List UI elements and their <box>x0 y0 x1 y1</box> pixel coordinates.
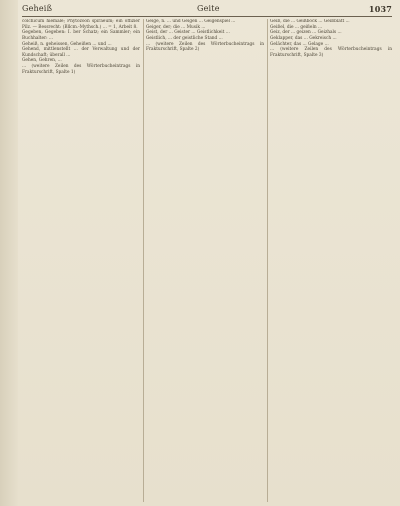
header-left-catchword: Geheiß <box>22 4 53 13</box>
dictionary-entry: ... (weitere Zeilen des Wörterbucheintrags in Frakturschrift, Spalte 3) <box>270 47 392 58</box>
text-column-1 <box>22 19 140 502</box>
text-column-2 <box>146 19 264 502</box>
dictionary-entry: Gelächter, das ... Gelage ... <box>270 41 329 47</box>
dictionary-entry: Geiß, die ... Geißbock ... Geißblatt ... <box>270 19 350 24</box>
dictionary-entry: Geiger, der; die ... Musik ... <box>146 24 206 30</box>
dictionary-entry: Geist, der ... Geister ... Geistlichkeit ... <box>146 30 230 36</box>
dictionary-entry: colchicum hiemale; Phytozoon spiraeum; ein offizier Pilz. — Bessrecht: (Bllcm.-Mythsch.) ... = 1, Arbeit 8. <box>22 19 140 30</box>
dictionary-entry: Geige, n. ... und Geigen ... Geigenspiel ... <box>146 19 236 24</box>
dictionary-entry: Geißel, die ... geißeln ... <box>270 24 323 30</box>
dictionary-entry: Geheiß, n. geheissen, Geheißen ... und ... <box>22 41 112 47</box>
dictionary-entry: ... (weitere Zeilen des Wörterbucheintrags in Frakturschrift, Spalte 1) <box>22 64 140 75</box>
header-center-catchword: Geite <box>197 4 220 13</box>
dictionary-entry: Geklapper, das ... Gekreisch ... <box>270 35 337 41</box>
dictionary-entry: Gehen, Gehren, ... <box>22 58 62 64</box>
text-column-3 <box>270 19 392 502</box>
dictionary-entry: Gehend, mittlenstellt ... der Verwaltung und der Kundschaft; überall ... <box>22 47 140 58</box>
dictionary-entry: Gegeben, Gegeben: I. ber Schatz; ein Sammler; ein Buchhalter: ... <box>22 30 140 41</box>
column-divider <box>143 19 144 502</box>
dictionary-entry: Geiz, der ... geizen ... Geizhals ... <box>270 30 342 36</box>
dictionary-entry: ... (weitere Zeilen des Wörterbucheintrags in Frakturschrift, Spalte 2) <box>146 41 264 53</box>
header-rule <box>22 16 392 17</box>
page-binding-shadow <box>0 0 18 506</box>
column-divider <box>267 19 268 502</box>
dictionary-entry: Geistlich, ... der geistliche Stand ... <box>146 35 223 41</box>
page-number: 1037 <box>368 4 392 14</box>
